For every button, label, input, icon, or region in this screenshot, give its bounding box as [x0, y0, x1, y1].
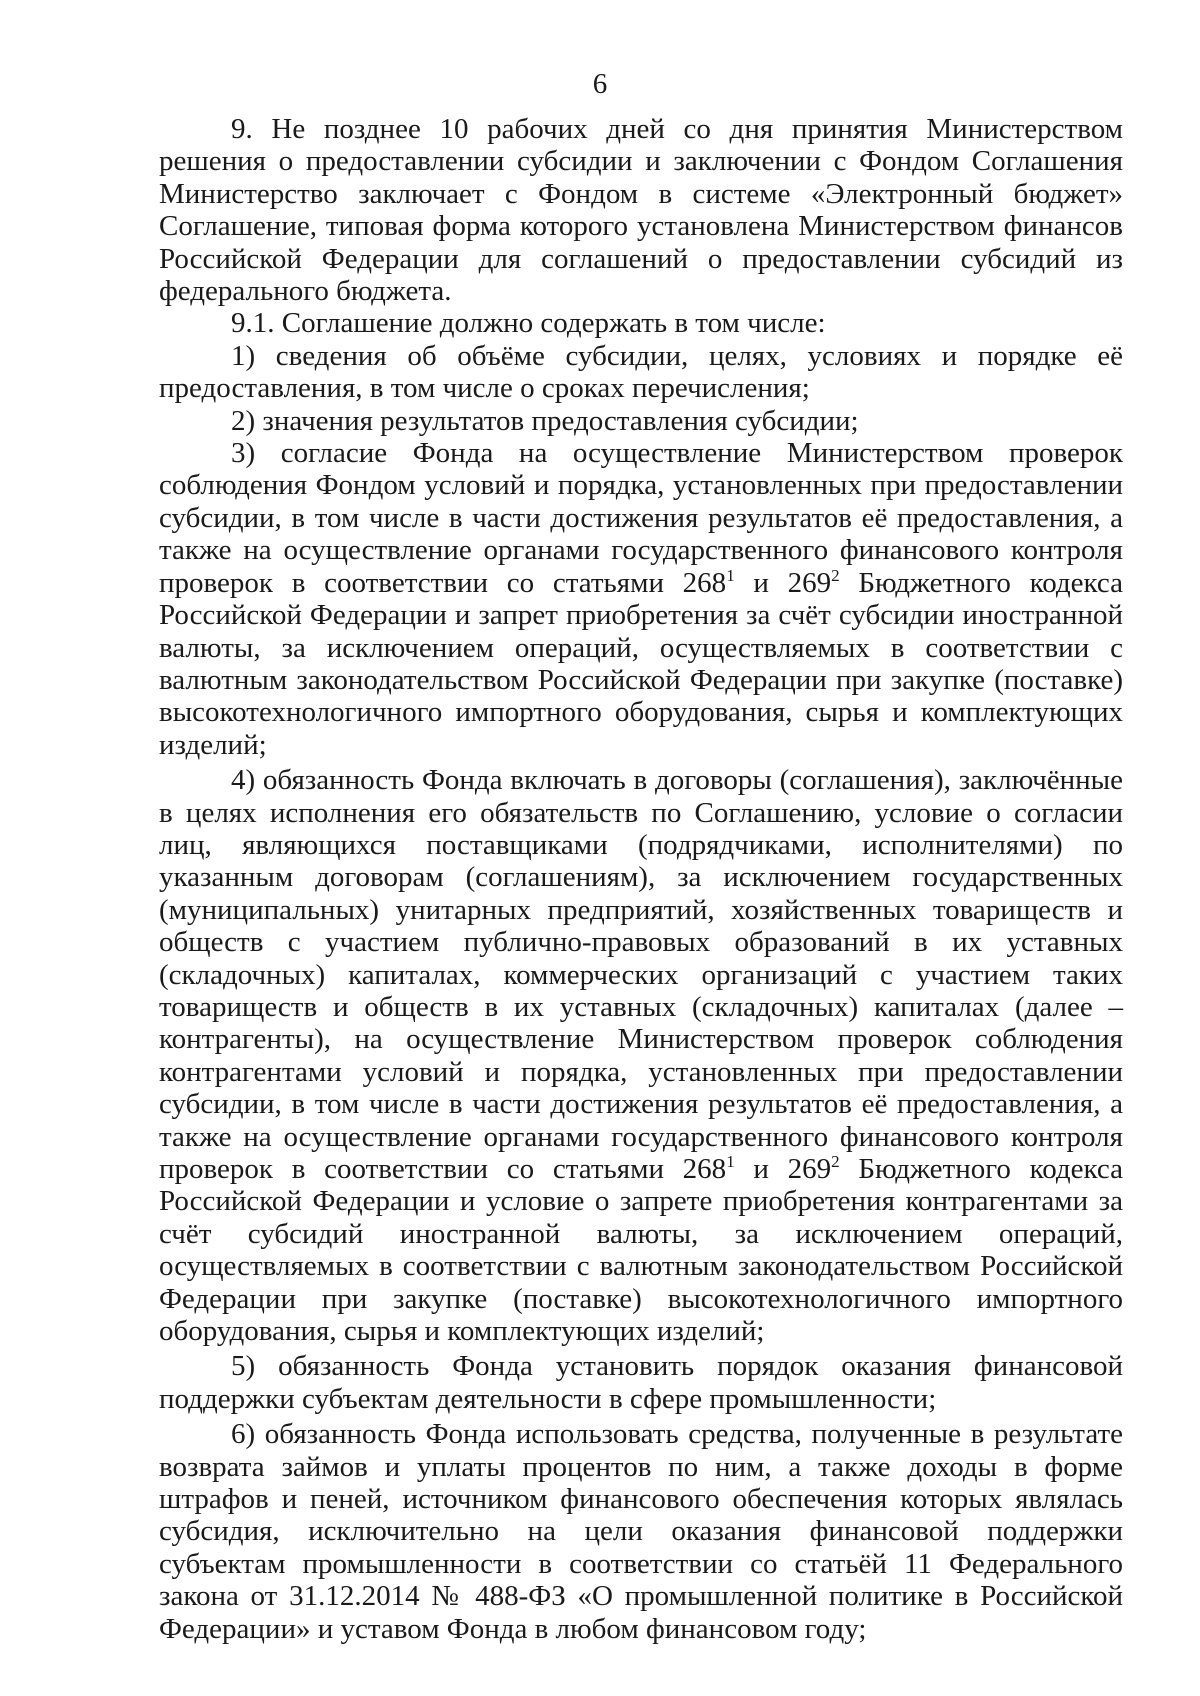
list-item-3: [159, 437, 1123, 761]
list-item-6: 6) обязанность Фонда использовать средства, полученные в результате возврата займов и уплаты процентов по ним, а также доходы в форме штрафов и пеней, источником финансового обеспечения которых являлась субсидия, исключительно на цели оказания финансовой поддержки субъектам промышленности в соответствии со статьёй 11 Федерального закона от 31.12.2014 № 488-ФЗ «О промышленной политике в Российской Федерации» и уставом Фонда в любом финансовом году;: [159, 1418, 1123, 1645]
list-item-2: 2) значения результатов предоставления субсидии;: [231, 404, 859, 437]
superscript-2: 2: [831, 1152, 840, 1171]
paragraph-9-1: 9.1. Соглашение должно содержать в том числе:: [231, 307, 826, 340]
superscript-2: 2: [831, 565, 840, 585]
list-item-4-text-a: 4) обязанность Фонда включать в договоры (соглашения), заключённые в целях исполнения его обязательств по Соглашению, условие о согласии лиц, являющихся поставщиками (подрядчиками, исполнителями) по указанным договорам (соглашениям), за исключением государственных (муниципальных) унитарных предприятий, хозяйственных товариществ и обществ с участием публично-правовых образований в их уставных (складочных) капиталах, коммерческих организаций с участием таких товариществ и обществ в их уставных (складочных) капиталах (далее – контрагенты), на осуществление Министерством проверок соблюдения контрагентами условий и порядка, установленных при предоставлении субсидии, в том числе в части достижения результатов её предоставления, а также на осуществление органами государственного финансового контроля проверок в соответствии со статьями 268: [159, 764, 1123, 1185]
list-item-3-text-a: 3) согласие Фонда на осуществление Министерством проверок соблюдения Фондом условий и порядка, установленных при предоставлении субсидии, в том числе в части достижения результатов её предоставления, а также на осуществление органами государственного финансового контроля проверок в соответствии со статьями 268: [159, 437, 1123, 599]
list-item-5: 5) обязанность Фонда установить порядок оказания финансовой поддержки субъектам деятельности в сфере промышленности;: [159, 1350, 1123, 1415]
document-body: [159, 113, 1123, 1645]
list-item-3-text-c: Бюджетного кодекса Российской Федерации и запрет приобретения за счёт субсидии иностранной валюты, за исключением операций, осуществляемых в соответствии с валютным законодательством Российской Федерации при закупке (поставке) высокотехнологичного импортного оборудования, сырья и комплектующих изделий;: [159, 566, 1123, 761]
paragraph-9: 9. Не позднее 10 рабочих дней со дня принятия Министерством решения о предоставлении субсидии и заключении с Фондом Соглашения Министерство заключает с Фондом в системе «Электронный бюджет» Соглашение, типовая форма которого установлена Министерством финансов Российской Федерации для соглашений о предоставлении субсидий из федерального бюджета.: [159, 113, 1123, 308]
list-item-4-text-c: Бюджетного кодекса Российской Федерации и условие о запрете приобретения контрагентами за счёт субсидий иностранной валюты, за исключением операций, осуществляемых в соответствии с валютным законодательством Российской Федерации при закупке (поставке) высокотехнологичного импортного оборудования, сырья и комплектующих изделий;: [159, 1153, 1123, 1348]
list-item-4: [159, 764, 1123, 1347]
list-item-4-text-b: и 269: [734, 1153, 832, 1185]
superscript-1: 1: [726, 1152, 735, 1171]
list-item-1: 1) сведения об объёме субсидии, целях, условиях и порядке её предоставления, в том числе о сроках перечисления;: [159, 339, 1123, 405]
list-item-3-text-b: и 269: [734, 566, 832, 599]
superscript-1: 1: [726, 565, 735, 585]
page-number: 6: [592, 68, 608, 100]
